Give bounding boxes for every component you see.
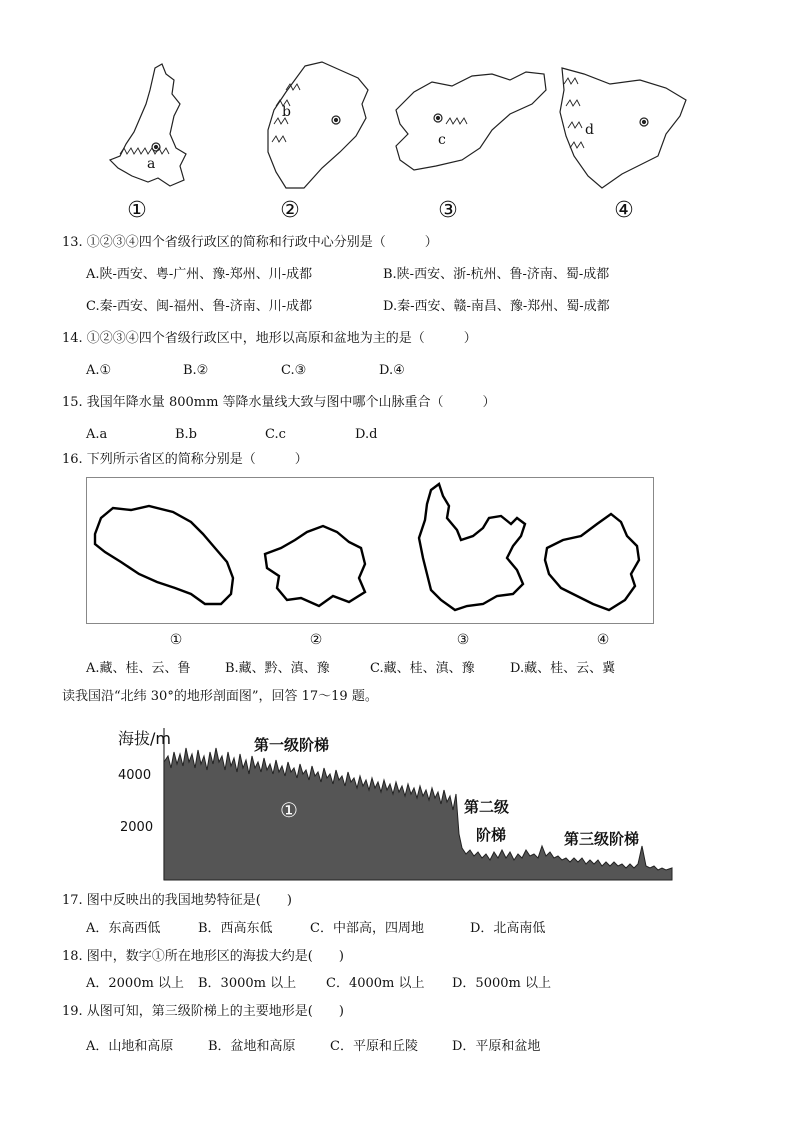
q19-option-a[interactable]: A．山地和高原: [86, 1039, 174, 1054]
profile-tick-2000: 2000: [120, 820, 154, 835]
profile-step-1-label: 第一级阶梯: [254, 736, 330, 754]
henan-outline: [545, 514, 639, 610]
profile-step-3-label: 第三级阶梯: [564, 830, 640, 848]
q17-option-b[interactable]: B．西高东低: [198, 921, 273, 936]
q16-map-number-4: ④: [596, 632, 610, 648]
q18-option-a[interactable]: A．2000m 以上: [86, 976, 184, 991]
q13-option-a[interactable]: A.陕-西安、粤-广州、豫-郑州、川-成都: [86, 267, 313, 282]
profile-step-2-label-line2: 阶梯: [476, 826, 507, 844]
profile-y-axis-label: 海拔/m: [118, 729, 171, 748]
shandong-outline-map: [396, 72, 546, 170]
q19-option-d[interactable]: D．平原和盆地: [452, 1039, 541, 1054]
q16-stem: 16. 下列所示省区的简称分别是（ ）: [62, 452, 308, 467]
terrain-profile-shape: [164, 748, 672, 880]
q13-option-b[interactable]: B.陕-西安、浙-杭州、鲁-济南、蜀-成都: [383, 267, 610, 282]
q16-map-number-1: ①: [169, 632, 183, 648]
q18-option-c[interactable]: C．4000m 以上: [326, 976, 425, 991]
q14-option-d[interactable]: D.④: [379, 363, 405, 378]
mountain-label-b: b: [282, 104, 291, 120]
q16-option-b[interactable]: B.藏、黔、滇、豫: [225, 661, 330, 676]
q16-map-number-2: ②: [309, 632, 323, 648]
q14-option-b[interactable]: B.②: [183, 363, 209, 378]
q19-option-b[interactable]: B．盆地和高原: [208, 1039, 296, 1054]
q16-province-maps: [87, 478, 653, 623]
q17-option-d[interactable]: D．北高南低: [470, 921, 546, 936]
map-number-4: ④: [614, 198, 634, 223]
mountain-label-c: c: [438, 132, 446, 148]
fujian-outline-map: [268, 62, 368, 188]
q17-stem: 17. 图中反映出的我国地势特征是( ): [62, 893, 292, 908]
q15-option-b[interactable]: B.b: [175, 427, 198, 442]
profile-marker-1: ①: [280, 798, 298, 822]
profile-step-2-label: 第二级: [464, 798, 510, 816]
q13-option-c[interactable]: C.秦-西安、闽-福州、鲁-济南、川-成都: [86, 299, 313, 314]
guizhou-outline: [265, 526, 365, 606]
q13-stem: 13. ①②③④四个省级行政区的简称和行政中心分别是（ ）: [62, 235, 438, 250]
q14-option-a[interactable]: A.①: [86, 363, 112, 378]
map-number-1: ①: [127, 198, 147, 223]
mountain-label-d: d: [585, 122, 594, 138]
province-maps-top: [100, 60, 700, 200]
q13-option-d[interactable]: D.秦-西安、赣-南昌、豫-郑州、蜀-成都: [383, 299, 610, 314]
q17-option-c[interactable]: C．中部高，四周地: [310, 921, 424, 936]
q15-option-a[interactable]: A.a: [86, 427, 108, 442]
q19-stem: 19. 从图可知，第三级阶梯上的主要地形是( ): [62, 1004, 344, 1019]
q14-option-c[interactable]: C.③: [281, 363, 307, 378]
q19-option-c[interactable]: C．平原和丘陵: [330, 1039, 418, 1054]
q15-option-d[interactable]: D.d: [355, 427, 378, 442]
q15-stem: 15. 我国年降水量 800mm 等降水量线大致与图中哪个山脉重合（ ）: [62, 395, 496, 410]
mountain-label-a: a: [147, 156, 156, 172]
q17-option-a[interactable]: A．东高西低: [86, 921, 161, 936]
profile-tick-4000: 4000: [118, 768, 152, 783]
q14-stem: 14. ①②③④四个省级行政区中，地形以高原和盆地为主的是（ ）: [62, 331, 477, 346]
q16-option-c[interactable]: C.藏、桂、滇、豫: [370, 661, 475, 676]
map-number-2: ②: [280, 198, 300, 223]
q16-map-frame: [86, 477, 654, 624]
tibet-outline: [95, 506, 233, 604]
q18-option-d[interactable]: D．5000m 以上: [452, 976, 551, 991]
yunnan-outline: [419, 484, 525, 610]
profile-intro: 读我国沿“北纬 30°的地形剖面图”，回答 17～19 题。: [62, 689, 378, 704]
q16-map-number-3: ③: [456, 632, 470, 648]
sichuan-outline-map: [560, 68, 686, 188]
terrain-profile: [116, 718, 676, 884]
map-number-3: ③: [438, 198, 458, 223]
q15-option-c[interactable]: C.c: [265, 427, 286, 442]
q18-stem: 18. 图中，数字①所在地形区的海拔大约是( ): [62, 949, 344, 964]
q18-option-b[interactable]: B．3000m 以上: [198, 976, 297, 991]
terrain-profile-graphic: [116, 718, 676, 884]
q16-option-d[interactable]: D.藏、桂、云、冀: [510, 661, 616, 676]
q16-option-a[interactable]: A.藏、桂、云、鲁: [86, 661, 191, 676]
